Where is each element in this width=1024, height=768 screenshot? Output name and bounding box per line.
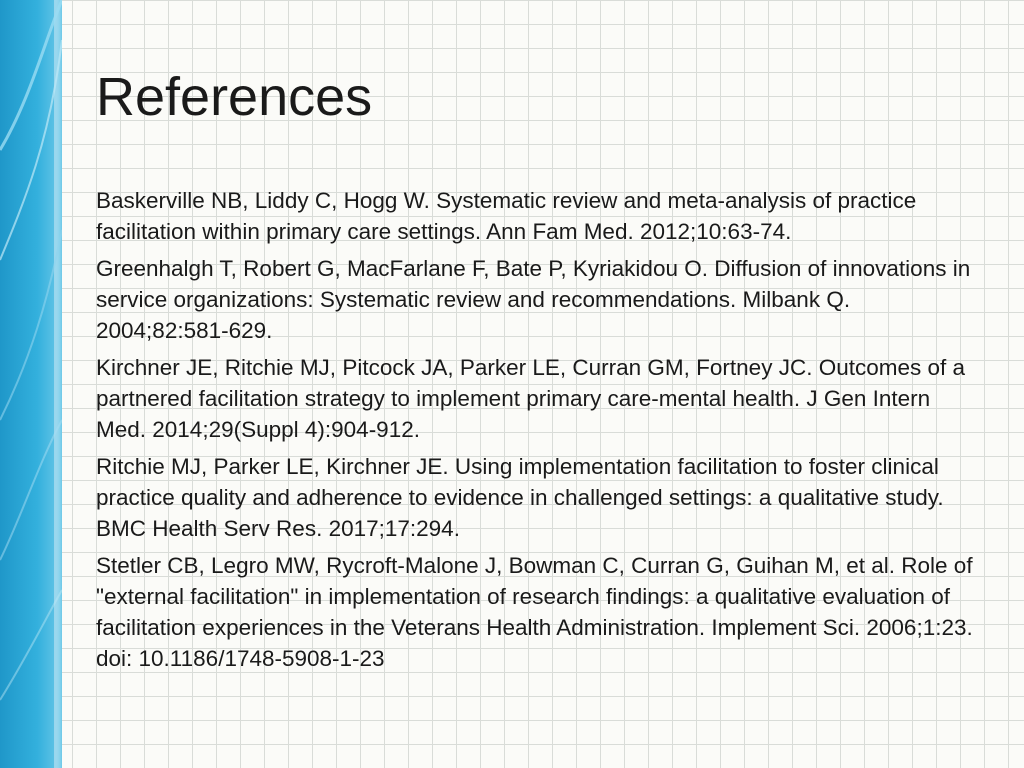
page-title: References	[96, 67, 373, 127]
side-band-graphic	[0, 0, 62, 768]
reference-item: Kirchner JE, Ritchie MJ, Pitcock JA, Parker LE, Curran GM, Fortney JC. Outcomes of a partnered facilitation strategy to implement primary care-mental health. J Gen Intern Med. 2014;29(Suppl 4):904-912.	[96, 355, 966, 442]
reference-item: Ritchie MJ, Parker LE, Kirchner JE. Using implementation facilitation to foster clinical practice quality and adherence to evidence in challenged settings: a qualitative study. BMC Health Serv Res. 2017;17:294.	[96, 454, 944, 541]
reference-item: Stetler CB, Legro MW, Rycroft-Malone J, Bowman C, Curran G, Guihan M, et al. Role of "external facilitation" in implementation of research findings: a qualitative evaluation of facilitation experiences in the Veterans Health Administration. Implement Sci. 2006;1:23. doi: 10.1186/1748-5908-1-23	[96, 553, 973, 671]
reference-list	[96, 185, 986, 680]
decorative-side-band	[0, 0, 62, 768]
reference-item: Greenhalgh T, Robert G, MacFarlane F, Bate P, Kyriakidou O. Diffusion of innovations in service organizations: Systematic review and recommendations. Milbank Q. 2004;82:581-629.	[96, 256, 971, 343]
reference-item: Baskerville NB, Liddy C, Hogg W. Systematic review and meta-analysis of practice facilitation within primary care settings. Ann Fam Med. 2012;10:63-74.	[96, 188, 917, 244]
